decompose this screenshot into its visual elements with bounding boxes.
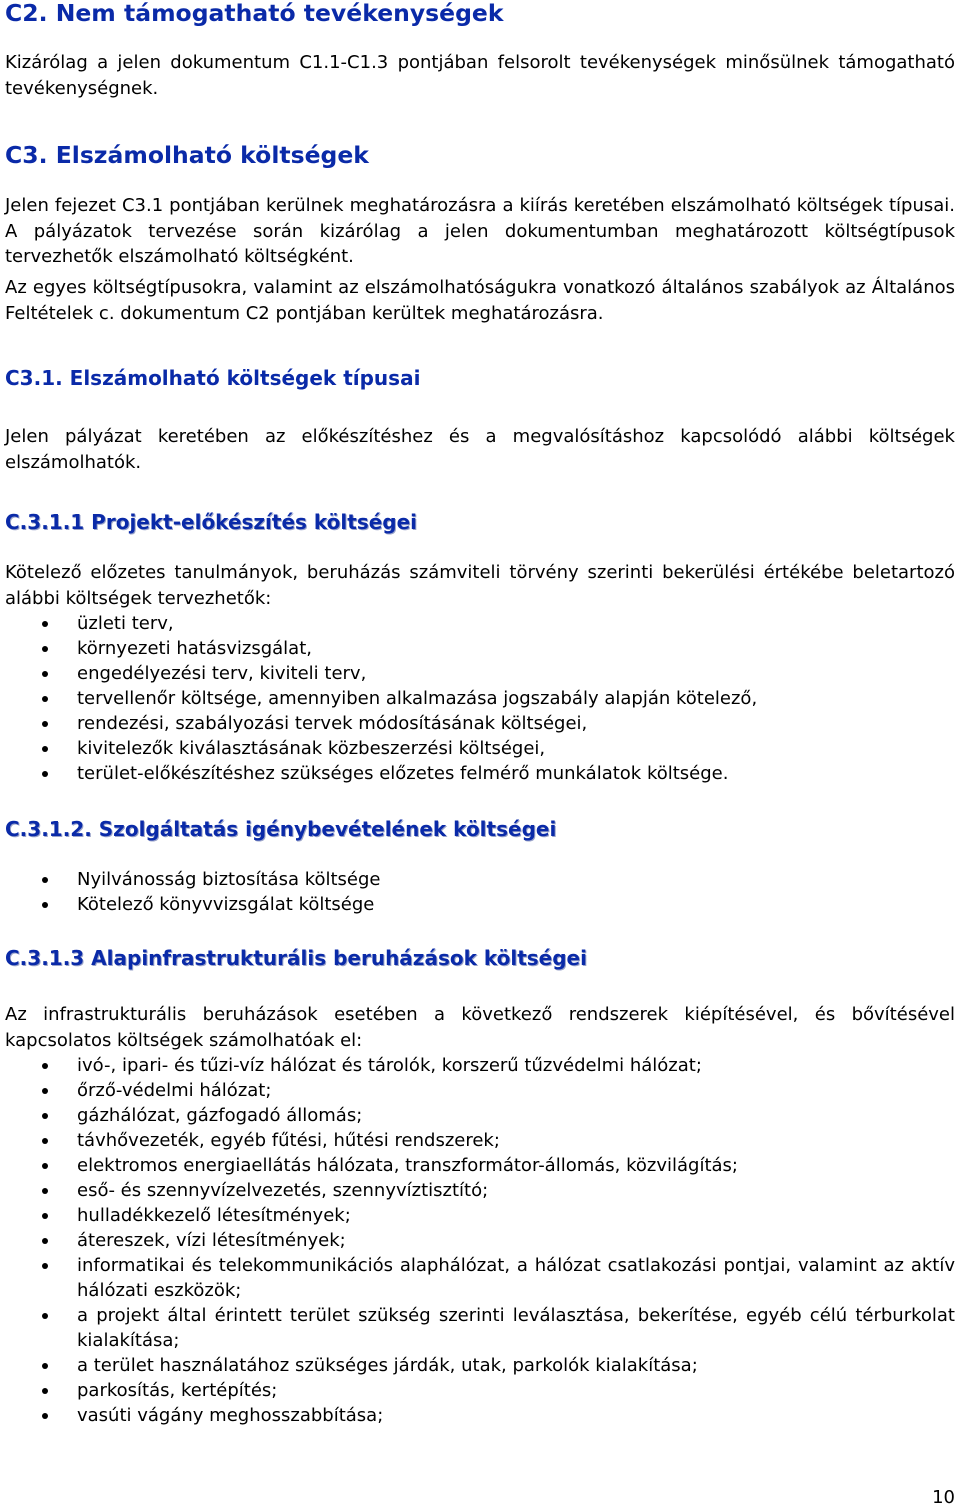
bullet-icon bbox=[42, 1138, 48, 1144]
list-item bbox=[5, 611, 955, 636]
bullet-icon bbox=[42, 1238, 48, 1244]
list-item bbox=[5, 661, 955, 686]
bullet-icon bbox=[42, 1413, 48, 1419]
bullet-icon bbox=[42, 771, 48, 777]
list-item bbox=[5, 1303, 955, 1353]
list-item-text: terület-előkészítéshez szükséges előzetes felmérő munkálatok költsége. bbox=[77, 763, 729, 784]
list-c312 bbox=[5, 867, 955, 917]
bullet-icon bbox=[42, 1313, 48, 1319]
bullet-icon bbox=[42, 1363, 48, 1369]
bullet-icon bbox=[42, 1263, 48, 1269]
paragraph-c3-intro: Jelen fejezet C3.1 pontjában kerülnek meghatározásra a kiírás keretében elszámolható költségek típusai. A pályázatok tervezése során kizárólag a jelen dokumentumban meghatározott költségtípusok tervezhetők elszámolható költségként. bbox=[5, 195, 955, 267]
list-item-text: informatikai és telekommunikációs alaphálózat, a hálózat csatlakozási pontjai, valamint az aktív hálózati eszközök; bbox=[77, 1255, 955, 1301]
bullet-icon bbox=[42, 746, 48, 752]
section-heading-c311: C.3.1.1 Projekt-előkészítés költségei bbox=[5, 510, 418, 534]
list-item bbox=[5, 1253, 955, 1303]
list-item-text: környezeti hatásvizsgálat, bbox=[77, 638, 312, 659]
bullet-icon bbox=[42, 902, 48, 908]
list-item-text: tervellenőr költsége, amennyiben alkalmazása jogszabály alapján kötelező, bbox=[77, 688, 758, 709]
list-item-text: távhővezeték, egyéb fűtési, hűtési rendszerek; bbox=[77, 1130, 500, 1151]
list-item bbox=[5, 686, 955, 711]
section-heading-c312: C.3.1.2. Szolgáltatás igénybevételének költségei bbox=[5, 817, 557, 841]
bullet-icon bbox=[42, 1088, 48, 1094]
bullet-icon bbox=[42, 721, 48, 727]
list-item-text: a projekt által érintett terület szükség szerinti leválasztása, bekerítése, egyéb célú térburkolat kialakítása; bbox=[77, 1305, 955, 1351]
list-c313 bbox=[5, 1053, 955, 1428]
list-item-text: őrző-védelmi hálózat; bbox=[77, 1080, 272, 1101]
list-item-text: rendezési, szabályozási tervek módosításának költségei, bbox=[77, 713, 588, 734]
bullet-icon bbox=[42, 877, 48, 883]
list-item-text: a terület használatához szükséges járdák, utak, parkolók kialakítása; bbox=[77, 1355, 698, 1376]
paragraph-c3-rules: Az egyes költségtípusokra, valamint az elszámolhatóságukra vonatkozó általános szabályok az Általános Feltételek c. dokumentum C2 pontjában kerültek meghatározásra. bbox=[5, 277, 955, 324]
section-heading-c2: C2. Nem támogatható tevékenységek bbox=[5, 0, 504, 27]
list-item-text: kivitelezők kiválasztásának közbeszerzési költségei, bbox=[77, 738, 546, 759]
bullet-icon bbox=[42, 621, 48, 627]
paragraph-c311: Kötelező előzetes tanulmányok, beruházás számviteli törvény szerinti bekerülési értékébe beletartozó alábbi költségek tervezhetők: bbox=[5, 562, 955, 609]
list-item bbox=[5, 636, 955, 661]
bullet-icon bbox=[42, 1213, 48, 1219]
list-item-text: ivó-, ipari- és tűzi-víz hálózat és tárolók, korszerű tűzvédelmi hálózat; bbox=[77, 1055, 702, 1076]
list-item bbox=[5, 1228, 955, 1253]
list-item-text: elektromos energiaellátás hálózata, transzformátor-állomás, közvilágítás; bbox=[77, 1155, 738, 1176]
list-item bbox=[5, 711, 955, 736]
bullet-icon bbox=[42, 696, 48, 702]
bullet-icon bbox=[42, 1063, 48, 1069]
list-item bbox=[5, 1128, 955, 1153]
list-item bbox=[5, 1378, 955, 1403]
list-item-text: engedélyezési terv, kiviteli terv, bbox=[77, 663, 367, 684]
list-item bbox=[5, 1353, 955, 1378]
paragraph-c313: Az infrastrukturális beruházások esetében a következő rendszerek kiépítésével, és bővítésével kapcsolatos költségek számolhatóak el: bbox=[5, 1004, 955, 1051]
list-c311 bbox=[5, 611, 955, 786]
list-item bbox=[5, 867, 955, 892]
bullet-icon bbox=[42, 1113, 48, 1119]
list-item bbox=[5, 736, 955, 761]
page-number: 10 bbox=[932, 1487, 955, 1508]
list-item bbox=[5, 761, 955, 786]
list-item bbox=[5, 1203, 955, 1228]
list-item bbox=[5, 1403, 955, 1428]
list-item-text: Nyilvánosság biztosítása költsége bbox=[77, 869, 381, 890]
list-item-text: parkosítás, kertépítés; bbox=[77, 1380, 278, 1401]
bullet-icon bbox=[42, 1388, 48, 1394]
list-item-text: eső- és szennyvízelvezetés, szennyvíztisztító; bbox=[77, 1180, 489, 1201]
list-item bbox=[5, 1153, 955, 1178]
section-heading-c31: C3.1. Elszámolható költségek típusai bbox=[5, 366, 421, 390]
bullet-icon bbox=[42, 671, 48, 677]
list-item bbox=[5, 1053, 955, 1078]
list-item-text: gázhálózat, gázfogadó állomás; bbox=[77, 1105, 363, 1126]
list-item-text: Kötelező könyvvizsgálat költsége bbox=[77, 894, 375, 915]
list-item-text: hulladékkezelő létesítmények; bbox=[77, 1205, 351, 1226]
list-item-text: üzleti terv, bbox=[77, 613, 174, 634]
list-item bbox=[5, 892, 955, 917]
bullet-icon bbox=[42, 646, 48, 652]
list-item bbox=[5, 1178, 955, 1203]
list-item-text: átereszek, vízi létesítmények; bbox=[77, 1230, 346, 1251]
bullet-icon bbox=[42, 1163, 48, 1169]
bullet-icon bbox=[42, 1188, 48, 1194]
section-heading-c3: C3. Elszámolható költségek bbox=[5, 141, 369, 169]
paragraph-c31: Jelen pályázat keretében az előkészítéshez és a megvalósításhoz kapcsolódó alábbi költségek elszámolhatók. bbox=[5, 426, 955, 473]
list-item-text: vasúti vágány meghosszabbítása; bbox=[77, 1405, 384, 1426]
section-heading-c313: C.3.1.3 Alapinfrastrukturális beruházások költségei bbox=[5, 946, 587, 970]
paragraph-c2: Kizárólag a jelen dokumentum C1.1-C1.3 pontjában felsorolt tevékenységek minősülnek támogatható tevékenységnek. bbox=[5, 52, 955, 99]
list-item bbox=[5, 1103, 955, 1128]
list-item bbox=[5, 1078, 955, 1103]
